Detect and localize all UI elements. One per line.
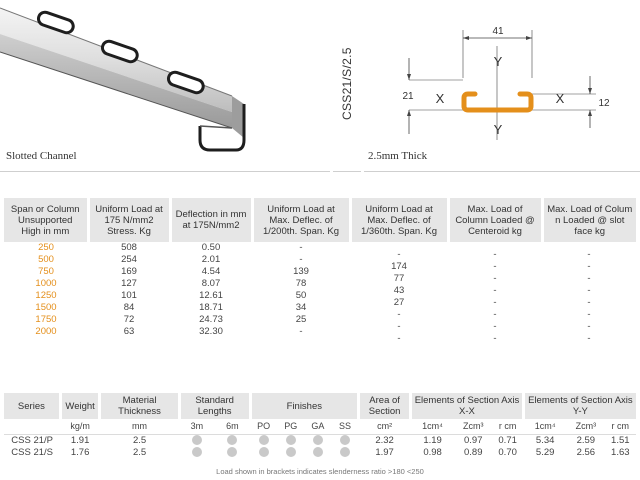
slotted-channel-illustration	[0, 0, 330, 172]
table-row	[4, 434, 636, 447]
span-cell: 1500	[35, 302, 57, 313]
availability-dot-icon	[286, 447, 296, 457]
profile-drawing	[364, 0, 640, 172]
availability-dot-icon	[192, 435, 202, 445]
series-cell: CSS 21/S	[11, 446, 53, 458]
value-cell: 72	[123, 314, 135, 325]
availability-dot-cell	[179, 447, 214, 459]
value-cell: 127	[121, 278, 137, 289]
axis-y-bottom-label: Y	[493, 122, 503, 137]
value-cell: -	[397, 333, 401, 344]
axis-yy-cell: 1.63	[611, 446, 630, 458]
unit-cell: r cm	[492, 419, 523, 434]
value-cell: -	[493, 297, 497, 308]
value-cell: -	[587, 321, 591, 332]
axis-x-right-label: X	[555, 91, 565, 106]
span-cell: 1250	[35, 290, 57, 301]
value-cell: -	[299, 242, 303, 253]
value-cell: -	[493, 309, 497, 320]
axis-x-left-label: X	[435, 91, 445, 106]
value-cell: -	[493, 333, 497, 344]
product-header	[0, 0, 640, 172]
value-cell: 2.01	[201, 254, 221, 265]
axis-xx-cell: 0.89	[463, 446, 483, 458]
value-cell: -	[299, 254, 303, 265]
thickness-caption: 2.5mm Thick	[368, 150, 428, 162]
span-cell: 1000	[35, 278, 57, 289]
unit-cell: 3m	[179, 419, 214, 434]
axis-yy-cell: 2.56	[576, 446, 596, 458]
value-cell: 24.73	[199, 314, 223, 325]
header-column-centeroid: Max. Load of Column Loaded @ Centeroid kg	[448, 198, 542, 242]
value-cell: 77	[393, 273, 405, 284]
footnote: Load shown in brackets indicates slenderness ratio >180 <250	[216, 467, 424, 476]
availability-dot-cell	[179, 434, 214, 447]
axis-yy-cell: 5.34	[535, 434, 555, 446]
availability-dot-cell	[250, 447, 277, 459]
model-code-panel	[333, 0, 361, 172]
units-row	[4, 419, 636, 434]
axis-yy-cell: 5.29	[535, 446, 555, 458]
axis-xx-cell: 0.70	[498, 446, 517, 458]
availability-dot-cell	[331, 447, 358, 459]
header-material-thickness: Material Thickness	[100, 393, 179, 419]
model-code: CSS21/S/2.5	[340, 47, 354, 120]
availability-dot-cell	[304, 434, 331, 447]
unit-cell: 1cm⁴	[523, 419, 567, 434]
availability-dot-cell	[215, 434, 250, 447]
weight-cell: 1.76	[70, 446, 90, 458]
value-cell: -	[587, 273, 591, 284]
value-cell: -	[493, 249, 497, 260]
availability-dot-cell	[215, 447, 250, 459]
width-dimension-label: 41	[492, 26, 504, 37]
availability-dot-cell	[277, 447, 304, 459]
availability-dot-cell	[331, 434, 358, 447]
availability-dot-icon	[313, 447, 323, 457]
height-dimension-label: 21	[402, 91, 414, 102]
section-table-header	[4, 393, 636, 419]
value-cell: 78	[295, 278, 307, 289]
thickness-cell: 2.5	[132, 446, 147, 458]
thickness-cell: 2.5	[132, 434, 147, 446]
header-deflection: Deflection in mm at 175N/mm2	[170, 198, 252, 242]
span-cell: 250	[38, 242, 54, 253]
unit-cell: r cm	[605, 419, 636, 434]
unit-cell: PG	[277, 419, 304, 434]
value-cell: -	[493, 321, 497, 332]
value-cell: -	[299, 326, 303, 337]
unit-cell: Zcm³	[567, 419, 605, 434]
span-cell: 1750	[35, 314, 57, 325]
span-cell: 2000	[35, 326, 57, 337]
axis-xx-cell: 0.71	[498, 434, 517, 446]
value-cell: -	[587, 249, 591, 260]
unit-cell: SS	[331, 419, 358, 434]
availability-dot-icon	[313, 435, 323, 445]
header-column-slot-face: Max. Load of Colum n Loaded @ slot face kg	[542, 198, 636, 242]
availability-dot-cell	[277, 434, 304, 447]
header-span: Span or Column Unsupported High in mm	[4, 198, 88, 242]
axis-xx-cell: 0.98	[423, 446, 442, 458]
value-cell: -	[587, 285, 591, 296]
channel-caption: Slotted Channel	[6, 150, 77, 162]
weight-cell: 1.91	[70, 434, 90, 446]
value-cell: 0.50	[201, 242, 221, 253]
axis-xx-cell: 0.97	[463, 434, 483, 446]
axis-yy-cell: 1.51	[611, 434, 630, 446]
availability-dot-icon	[340, 435, 350, 445]
availability-dot-icon	[259, 435, 269, 445]
unit-cell	[4, 419, 60, 434]
availability-dot-icon	[192, 447, 202, 457]
value-cell: 101	[121, 290, 137, 301]
value-cell: -	[493, 261, 497, 272]
value-cell: -	[397, 309, 401, 320]
value-cell: 84	[123, 302, 135, 313]
area-cell: 2.32	[375, 434, 394, 446]
value-cell: 508	[121, 242, 137, 253]
header-standard-lengths: Standard Lengths	[179, 393, 250, 419]
span-cell: 750	[38, 266, 54, 277]
unit-cell: GA	[304, 419, 331, 434]
axis-yy-cell: 2.59	[576, 434, 596, 446]
availability-dot-icon	[227, 447, 237, 457]
value-cell: 43	[393, 285, 405, 296]
load-table	[4, 198, 636, 344]
header-axis-xx: Elements of Section Axis X-X	[411, 393, 524, 419]
unit-cell: PO	[250, 419, 277, 434]
unit-cell: kg/m	[60, 419, 100, 434]
value-cell: 4.54	[201, 266, 221, 277]
value-cell: 169	[121, 266, 137, 277]
value-cell: -	[587, 261, 591, 272]
value-cell: 254	[121, 254, 137, 265]
availability-dot-cell	[250, 434, 277, 447]
header-series: Series	[4, 393, 60, 419]
table-row	[4, 447, 636, 459]
axis-y-top-label: Y	[493, 54, 503, 69]
value-cell: 139	[293, 266, 309, 277]
header-load-360: Uniform Load at Max. Deflec. of 1/360th. Span. Kg	[350, 198, 448, 242]
value-cell: 34	[295, 302, 307, 313]
profile-drawing-panel	[364, 0, 640, 172]
unit-cell: mm	[100, 419, 179, 434]
header-load-200: Uniform Load at Max. Deflec. of 1/200th. Span. Kg	[252, 198, 350, 242]
header-area: Area of Section	[359, 393, 411, 419]
span-cell: 500	[38, 254, 54, 265]
channel-profile	[464, 94, 531, 110]
load-table-header	[4, 198, 636, 242]
value-cell: 25	[295, 314, 307, 325]
series-cell: CSS 21/P	[11, 434, 53, 446]
unit-cell: 6m	[215, 419, 250, 434]
value-cell: 8.07	[201, 278, 221, 289]
value-cell: -	[587, 309, 591, 320]
channel-photo-panel	[0, 0, 330, 172]
unit-cell: cm²	[359, 419, 411, 434]
header-weight: Weight	[60, 393, 100, 419]
value-cell: 32.30	[199, 326, 223, 337]
value-cell: -	[493, 285, 497, 296]
value-cell: -	[587, 297, 591, 308]
value-cell: 27	[393, 297, 405, 308]
value-cell: 18.71	[199, 302, 223, 313]
area-cell: 1.97	[375, 446, 394, 458]
value-cell: -	[397, 249, 401, 260]
availability-dot-icon	[286, 435, 296, 445]
header-axis-yy: Elements of Section Axis Y-Y	[523, 393, 636, 419]
lip-dimension-label: 12	[598, 98, 610, 109]
availability-dot-icon	[227, 435, 237, 445]
value-cell: 50	[295, 290, 307, 301]
availability-dot-icon	[259, 447, 269, 457]
value-cell: -	[587, 333, 591, 344]
value-cell: 63	[123, 326, 135, 337]
unit-cell: 1cm⁴	[411, 419, 455, 434]
axis-xx-cell: 1.19	[423, 434, 442, 446]
availability-dot-cell	[304, 447, 331, 459]
table-row	[4, 242, 636, 254]
value-cell: 174	[391, 261, 407, 272]
section-table	[4, 393, 636, 459]
header-finishes: Finishes	[250, 393, 358, 419]
value-cell: -	[397, 321, 401, 332]
value-cell: -	[493, 273, 497, 284]
header-uniform-load: Uniform Load at 175 N/mm2 Stress. Kg	[88, 198, 170, 242]
value-cell: 12.61	[199, 290, 223, 301]
availability-dot-icon	[340, 447, 350, 457]
unit-cell: Zcm³	[454, 419, 492, 434]
